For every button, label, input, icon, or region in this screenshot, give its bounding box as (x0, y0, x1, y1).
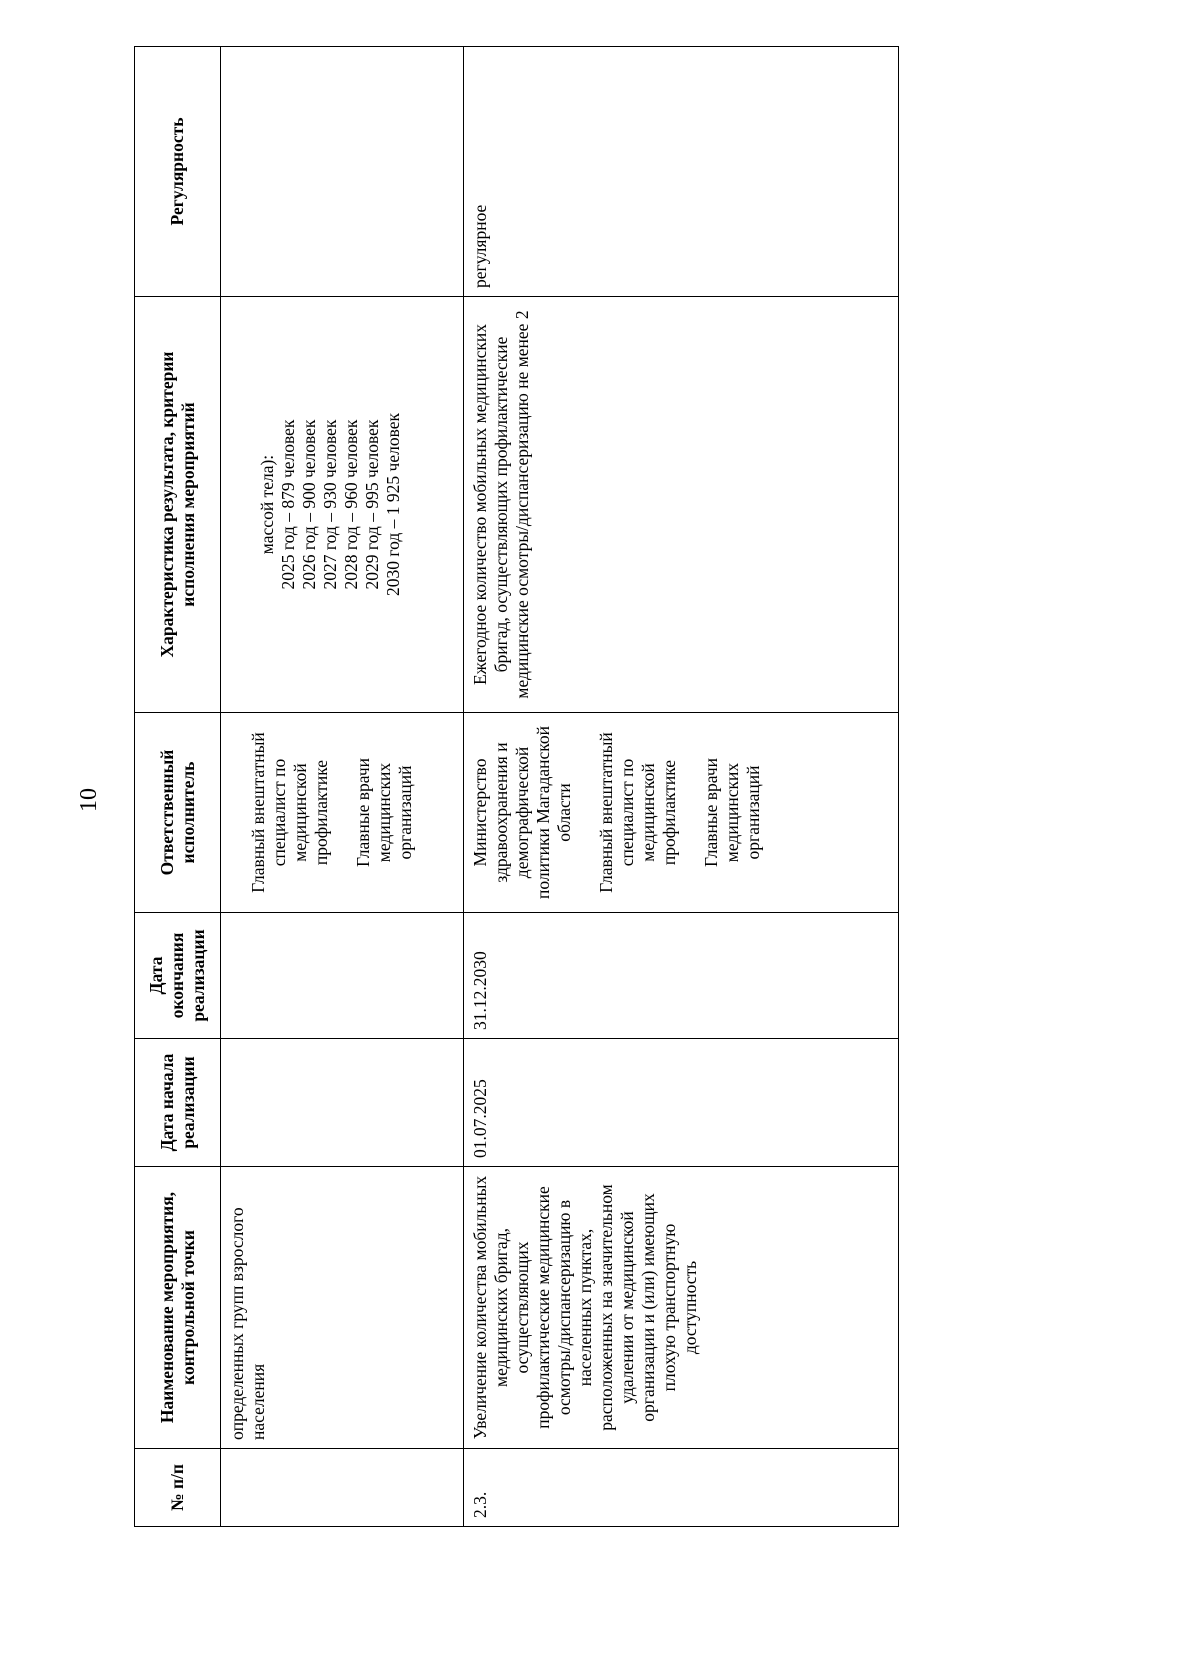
row1-responsible-2: Главные врачи медицинских организаций (353, 757, 415, 868)
row2-responsible-3: Главные врачи медицинских организаций (701, 757, 763, 868)
table-row (464, 47, 899, 1527)
row1-regularity (221, 47, 464, 297)
row2-end: 31.12.2030 (464, 913, 899, 1039)
char-line-5: 2029 год – 995 человек (362, 419, 382, 590)
row1-start (221, 1039, 464, 1167)
row1-name: определенных групп взрослого населения (221, 1167, 464, 1449)
row1-num (221, 1449, 464, 1527)
header-start-date: Дата начала реализации (135, 1039, 221, 1167)
rotated-page-content (134, 47, 899, 1527)
char-line-1: 2025 год – 879 человек (278, 419, 298, 590)
char-line-3: 2027 год – 930 человек (320, 419, 340, 590)
header-regularity: Регулярность (135, 47, 221, 297)
char-line-6: 2030 год – 1 925 человек (383, 413, 403, 596)
header-row (135, 47, 221, 1527)
header-name: Наименование мероприятия, контрольной точки (135, 1167, 221, 1449)
row1-responsible-1: Главный внештатный специалист по медицинской профилактике (248, 732, 331, 893)
row2-responsible (464, 713, 899, 913)
row2-name: Увеличение количества мобильных медицинских бригад, осуществляющих профилактические медицинские осмотры/диспансеризацию в населенных пунктах, расположенных на значительном удалении от медицинской организации и (или) имеющих плохую транспортную доступность (464, 1167, 899, 1449)
row2-responsible-2: Главный внештатный специалист по медицинской профилактике (596, 732, 679, 893)
row1-responsible (221, 713, 464, 913)
row2-num: 2.3. (464, 1449, 899, 1527)
row2-characteristic: Ежегодное количество мобильных медицинских бригад, осуществляющих профилактические медицинские осмотры/диспансеризацию не менее 2 (464, 297, 899, 713)
measures-table (134, 46, 899, 1527)
row1-characteristic (221, 297, 464, 713)
header-num: № п/п (135, 1449, 221, 1527)
char-line-4: 2028 год – 960 человек (341, 419, 361, 590)
header-end-date: Дата окончания реализации (135, 913, 221, 1039)
row2-start: 01.07.2025 (464, 1039, 899, 1167)
page-number: 10 (76, 788, 102, 812)
header-characteristic: Характеристика результата, критерии исполнения мероприятий (135, 297, 221, 713)
row1-end (221, 913, 464, 1039)
row2-responsible-1: Министерство здравоохранения и демографической политики Магаданской области (470, 725, 574, 900)
char-line-0: массой тела): (257, 454, 277, 555)
header-responsible: Ответственный исполнитель (135, 713, 221, 913)
char-line-2: 2026 год – 900 человек (299, 419, 319, 590)
table-row (221, 47, 464, 1527)
row2-regularity: регулярное (464, 47, 899, 297)
